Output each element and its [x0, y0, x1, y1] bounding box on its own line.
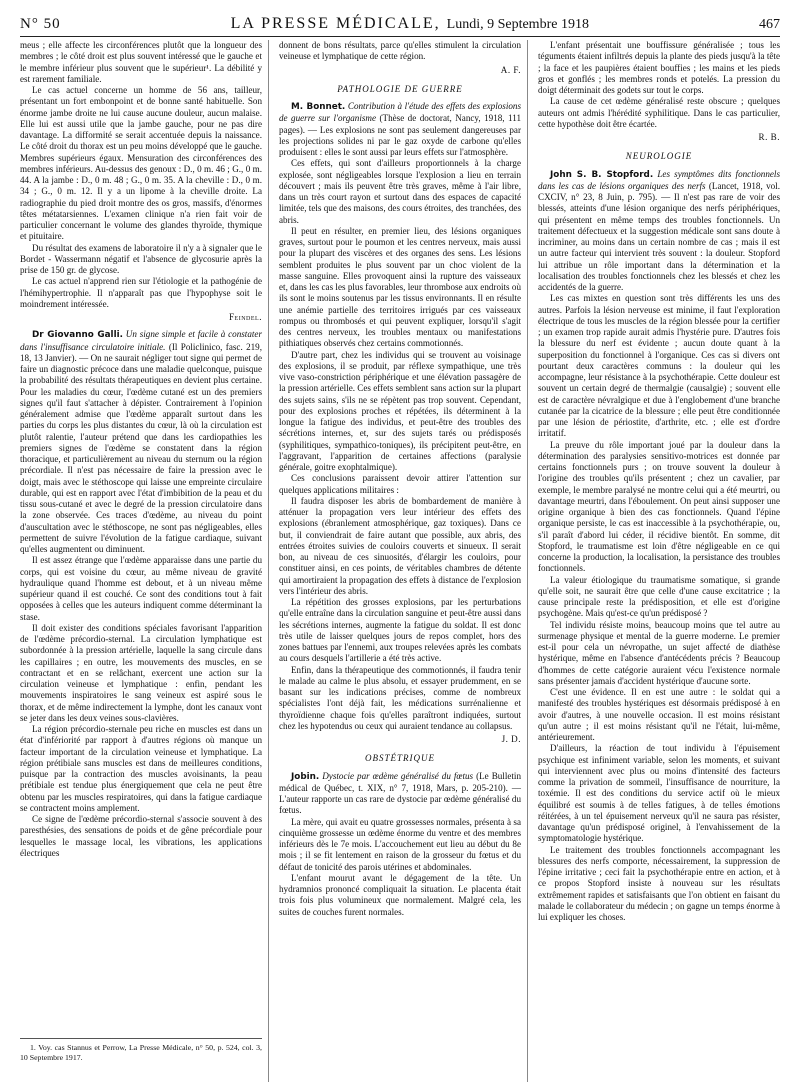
paragraph: Le cas actuel n'apprend rien sur l'étiologie et la pathogénie de l'hémihypertrophie. Il n'apparaît pas que l'hypophyse soit le moindrement intéressée. — [20, 276, 262, 309]
paragraph: Il est assez étrange que l'œdème apparaisse dans une partie du corps, qui est voisine du cœur, au même niveau de gravité hydraulique quand l'homme est debout, et à un niveau même supérieur quand il est couché. Ce sont des conditions tout à fait opposées à celles que les auteurs indiquent comme déterminant la stase. — [20, 555, 262, 622]
footnote-text: 1. Voy. cas Stannus et Perrow, La Presse Médicale, n° 50, p. 524, col. 3, 10 Septembre 1917. — [20, 1043, 262, 1062]
column-1 — [20, 40, 269, 1082]
paragraph: Il peut en résulter, en premier lieu, des lésions organiques graves, surtout pour le poumon et les centres nerveux, mais aussi pour la plupart des viscères et des organes des sens. Les lésions semblent produites le plus souvent par un choc violent de la masse sanguine. Elles provoquent ainsi la rupture des vaisseaux et, dans les cas les plus favorables, leur thrombose aux endroits où ils sont le moins soutenus par les tissus environnants. Il en résulte une anémie partielle des territoires irrigués par ces vaisseaux rompus ou thrombosés et qui peuvent expliquer, lorsqu'il s'agit des centres nerveux, les troubles mentaux ou manifestations pithiatiques observés chez certains commotionnés. — [279, 225, 521, 349]
article-lead — [20, 329, 262, 555]
paragraph: D'ailleurs, la réaction de tout individu à l'épuisement psychique est infiniment variable, selon les moments, et suivant qui interviennent avec plus ou moins d'intensité des facteurs comme la privation de sommeil, l'insuffisance de nourriture, la toxémie. Il est des conditions du service actif où le mieux équilibré est soumis à de telles fatigues, à de telles émotions réitérées, à un tel épuisement nerveux qu'il ne saura pas résister, davantage qu'un prédisposé originel, à l'envahissement de la symptomatologie hystérique. — [538, 743, 780, 844]
paragraph: meus ; elle affecte les circonférences plutôt que la longueur des membres ; le côté droit est plus souvent intéressé que le gauche et le membre inférieur plus souvent que le supérieur¹. La débilité y est rarement familiale. — [20, 40, 262, 84]
article-lead — [279, 771, 521, 817]
article-source: (Il Policlinico, fasc. 219, 18, 13 Janvier). — On ne saurait négliger tout signe qui permet de faire un diagnostic précoce dans une maladie quelconque, puisque la probabilité des résultats thérapeutiques en devient plus certaine. Pour les maladies du cœur, l'œdème cutané est un des premiers signes qu'il faut s'attacher à dépister. Contrairement à l'opinion généralement admise que l'œdème apparaît surtout dans les parties du corps les plus distantes du cœur, là où la circulation est plutôt ralentie, l'auteur prétend que dans les cardiopathies les premiers signes de l'œdème se constatent dans la région thoracique, et particulièrement au niveau du sternum ou la région précordiale. Il n'est pas nécessaire de faire la pression avec le doigt, mais avec le stéthoscope qui laisse une empreinte circulaire durable, qui est en rapport avec l'état d'imbibition de la peau et du tissu sous-cutané et avec le degré de la pression circulatoire dans la zone observée. Ces traces d'œdème, au niveau du point d'auscultation avec le stéthoscope, ne sont pas négligeables, elles permettent de suivre l'évolution de la fatigue cardiaque, suivant qu'elles augmentent ou diminuent. — [20, 341, 262, 554]
signature: J. D. — [501, 734, 521, 744]
paragraph: La mère, qui avait eu quatre grossesses normales, présenta à sa cinquième grossesse un œdème énorme du ventre et des membres inférieurs dès le 7e mois. L'accouchement eut lieu au début du 8e mois ; il se fit lentement en raison de la grosseur du fœtus et du défaut de tonicité des parois utérines et abdominales. — [279, 816, 521, 872]
paragraph: Ces effets, qui sont d'ailleurs proportionnels à la charge explosée, sont négligeables lorsque l'explosion a lieu en terrain découvert ; mais ils peuvent être très graves, même à l'air libre, dans un très court rayon et surtout dans des espaces de capacité limitée, tels que des maisons, des cours étroites, des tranchées, des abris. — [279, 158, 521, 225]
paragraph: Les cas mixtes en question sont très différents les uns des autres. Parfois la lésion nerveuse est minime, il faut l'exploration électrique de tous les muscles de la région blessée pour la certifier ; un examen trop rapide aurait admis l'hystérie pure. D'autres fois la blessure du nerf est évidente ; aucun doute quant à la superposition du fonctionnel à l'organique. Ces cas si divers ont pourtant deux caractères communs : la douleur qui les accompagne, leur résistance à la psychothérapie. Cette douleur est souvent un certain degré de thermalgie (causalgie) ; souvent elle est de caractère névralgique et due à l'englobement d'une branche cutanée par la cicatrice de la blessure ; elle peut être conditionnée par une lésion de périostite, d'arthrite, etc. ; elle est d'ordre irritatif. — [538, 293, 780, 439]
signature: A. F. — [500, 64, 521, 75]
article-author: Dr Giovanno Galli. — [32, 330, 123, 341]
page-header — [20, 10, 780, 37]
article-author: Jobin. — [291, 771, 320, 782]
signature: Feindel. — [229, 312, 262, 322]
paragraph: La répétition des grosses explosions, par les perturbations qu'elle entraîne dans la circulation sanguine et peut-être aussi dans les sécrétions internes, augmente la fatigue du soldat. Il est donc très utile de laisser quelques jours de repos complet, hors des zones battues par l'ennemi, aux troupes relevées après les combats au cours desquels l'artillerie a été très active. — [279, 597, 521, 664]
page-number: 467 — [758, 17, 780, 32]
section-heading: OBSTÉTRIQUE — [365, 753, 435, 764]
issue-date: Lundi, 9 Septembre 1918 — [446, 17, 589, 32]
article-lead — [279, 101, 521, 158]
article-author: M. Bonnet. — [291, 102, 346, 112]
column-3 — [538, 40, 780, 1082]
paragraph: La région précordio-sternale peu riche en muscles est dans un état d'infériorité par rapport à d'autres régions où manque un facteur important de la circulation veineuse et lymphatique. La région prétibiale sans muscles est dans de meilleures conditions, puisque par la contraction des muscles avoisinants, la peau prétibiale est tendue plus énergiquement que cela ne peut être obtenu par les muscles respiratoires, qui dans la fatigue cardiaque se contractent moins amplement. — [20, 724, 262, 813]
paragraph: L'enfant présentait une bouffissure généralisée ; tous les téguments étaient infiltrés depuis la plante des pieds jusqu'à la tête ; la face et les paupières étaient bouffies ; les mains et les pieds gros et gonflés ; les membres ronds et potelés. La pression du doigt déterminait des godets sur tout le corps. — [538, 40, 780, 95]
paragraph: Il faudra disposer les abris de bombardement de manière à atténuer la propagation vers leur intérieur des effets des explosions (ébranlement atmosphérique, gaz toxiques). Dans ce but, il conviendrait de faire autant que possible, aux abris, des entrées étroites suivies de couloirs couverts et sinueux. Il serait bon, au niveau de ces sinuosités, d'élargir les couloirs, pour constituer ainsi, en ces points, de véritables chambres de détente qui amortiraient la propagation des effets à distance de l'explosion vers l'intérieur des abris. — [279, 495, 521, 596]
paragraph: D'autre part, chez les individus qui se trouvent au voisinage des explosions, il se produit, par réflexe sympathique, une très vive vaso-constriction périphérique et une élévation passagère de la pression artérielle. Ces effets semblent sans action sur la plupart des sujets sains, s'ils ne se répètent pas trop souvent. Cependant, pour des explosions proches et répétées, ils déterminent à la longue la fatigue des individus, et peut-être des troubles des sécrétions internes, et, sur des sujets tarés ou prédisposés (syphilitiques, sympathico-toniques), ils précipitent peut-être, en l'aggravant, l'apparition de certaines affections (paralysie générale, goitre exophtalmique). — [279, 349, 522, 472]
section-heading: NEUROLOGIE — [625, 151, 693, 162]
paragraph: La valeur étiologique du traumatisme somatique, si grande qu'elle soit, ne saurait être que celle d'une cause excitatrice ; la cause principale reste la prédisposition, et elle est d'origine psychogène. Mais qu'est-ce qu'un prédisposé ? — [538, 574, 780, 619]
paragraph: La cause de cet œdème généralisé reste obscure ; quelques auteurs ont admis l'hérédité syphilitique. Dans le cas particulier, cette hypothèse doit être écartée. — [538, 96, 780, 129]
paragraph: Le cas actuel concerne un homme de 56 ans, tailleur, présentant un fort embonpoint et de bonne santé habituelle. Son énorme jambe droite ne lui cause aucune douleur, aucun malaise. Elle lui est aussi utile que la jambe gauche, pour ne pas dire davantage. La difformité se serait accentuée depuis la naissance. Le côté droit du thorax est un peu moins développé que le gauche. Membres supérieurs égaux. Mensuration des circonférences des membres inférieurs. Au-dessus des genoux : D., 0 m. 46 ; G., 0 m. 44. A la jambe : D., 0 m. 48 ; G., 0 m. 35. A la cheville : D., 0 m. 34 ; G., 0 m. 12. Il y a un lipome à la cheville droite. La radiographie du pied droit montre des os gros, massifs, d'énormes têtes métatarsiennes. L'examen clinique n'a rien fait voir de particulier concernant le volume des glandes thyroïde, thymique et pituitaire. — [20, 85, 262, 242]
paragraph: Ces conclusions paraissent devoir attirer l'attention sur quelques applications militaires : — [279, 473, 521, 495]
paragraph: Le traitement des troubles fonctionnels accompagnant les blessures des nerfs comporte, nécessairement, la suppression de l'épine irritative ; ceci fait la psychothérapie entre en action, et à ce propos Stopford insiste à nouveau sur les résultats extrêmement rapides et satisfaisants que l'on obtient en faisant du malade le collaborateur du médecin ; on gagne un temps énorme à lui expliquer les choses. — [538, 844, 780, 922]
paragraph: C'est une évidence. Il en est une autre : le soldat qui a manifesté des troubles hystériques est désormais prédisposé à en avoir d'autres, à une nouvelle occasion. Il est moins résistant qu'un autre ; il est moins résistant qu'il ne l'était, lui-même, antérieurement. — [538, 687, 780, 742]
paragraph: Ce signe de l'œdème précordio-sternal s'associe souvent à des paresthésies, des sensations de poids et de gêne précordiale pour lesquelles le massage local, les vibrations, les applications électriques — [20, 814, 262, 858]
paragraph: La preuve du rôle important joué par la douleur dans la détermination des paralysies sensitivo-motrices est donnée par certains fonctionnels purs ; on trouve souvent la douleur à l'origine des troubles qu'ils présentent ; chez un cavalier, par exemple, le membre paralysé ne montre celui qui a été meurtri, ou davantage meurtri, dans l'éboulement. On peut ainsi supposer une origine organique à bien des cas fonctionnels. Quand l'épine organique persiste, le cas est inaccessible à la psychothérapie, ou, s'il paraît d'abord lui céder, il récidive bientôt. En somme, dit Stopford, le traumatisme est loin d'être négligeable en ce qui concerne la production, la localisation, la persistance des troubles fonctionnels. — [538, 439, 780, 574]
article-source: (Le Bulletin médical de Québec, t. XIX, n° 7, 1918, Mars, p. 205-210). — L'auteur rapporte un cas rare de dystocie par œdème généralisé du fœtus. — [279, 770, 521, 816]
article-source: (Lancet, 1918, vol. CXCIV, n° 23, 8 Juin, p. 795). — Il n'est pas rare de voir des blessés, atteints d'une lésion organique des nerfs périphériques, qui présentent en même temps des troubles fonctionnels. Un traitement défectueux et la suggestion médicale sont sans doute à incriminer, au moins dans un certain nombre de cas ; mais il est un autre facteur qui intervient très souvent : la douleur. Stopford lui attribue un rôle important dans la détermination et la localisation des troubles fonctionnels chez les blessés et chez les accidentés de la guerre. — [538, 180, 780, 292]
paragraph: L'enfant mourut avant le dégagement de la tête. Un hydramnios prononcé compliquait la situation. Le placenta était trois fois plus volumineux que normalement. Malgré cela, les suites de couches furent normales. — [279, 872, 521, 917]
section-heading: PATHOLOGIE DE GUERRE — [337, 83, 463, 94]
paragraph: Il doit exister des conditions spéciales favorisant l'apparition de l'œdème précordio-sternal. La circulation lymphatique est subordonnée à la pression artérielle, laquelle la sang circule dans les capillaires ; en outre, les mouvements des muscles, en se contractant et en se relâchant, exercent une action sur la circulation veineuse et lymphatique : enfin, pendant les mouvements inspiratoires le sang veineux est aspiré sous le thorax, et de même indirectement la lymphe, dont les canaux vont se jeter dans les deux veines sous-clavières. — [20, 622, 262, 723]
column-2 — [279, 40, 528, 1082]
issue-number: N° 50 — [20, 16, 61, 32]
article-title: Contribution à l'étude des effets des explosions de guerre sur l'organisme — [279, 101, 522, 124]
footnote — [20, 1038, 262, 1062]
article-lead — [538, 169, 780, 294]
paragraph: donnent de bons résultats, parce qu'elles stimulent la circulation veineuse et lymphatique de cette région. — [279, 40, 521, 62]
article-title: Les symptômes dits fonctionnels dans les cas de lésions organiques des nerfs — [538, 168, 780, 191]
article-title: Dystocie par œdème généralisé du fœtus — [322, 770, 474, 781]
paragraph: Du résultat des examens de laboratoire il n'y a à signaler que le Bordet - Wassermann négatif et l'absence de glycosurie après la prise de 150 gr. de glycose. — [20, 242, 262, 275]
paragraph: Enfin, dans la thérapeutique des commotionnés, il faudra tenir le malade au calme le plus absolu, et essayer prudemment, en se basant sur les indications précises, comme de nombreux spécialistes l'ont déjà fait, les médications surrénalienne et thyroïdienne chaque fois qu'elles paraîtront indiquées, surtout chez les hypotendus ou ceux qui auraient tendance au collapsus. — [279, 664, 521, 731]
text-columns — [20, 40, 780, 1082]
signature: R. B. — [758, 132, 780, 142]
article-author: John S. B. Stopford. — [550, 169, 654, 180]
journal-title — [231, 15, 589, 36]
article-title: Un signe simple et facile à constater dans l'insuffisance circulatoire initiale. — [20, 329, 262, 352]
article-source: (Thèse de doctorat, Nancy, 1918, 111 pages). — Les explosions ne sont pas seulement dangereuses par les projections solides ni par le gaz oxyde de carbone qu'elles produisent : elles le sont aussi par leurs effets sur l'atmosphère. — [279, 113, 521, 157]
paragraph: Tel individu résiste moins, beaucoup moins que tel autre au surmenage physique et mental de la guerre moderne. Le premier est-il pour cela un névropathe, un sujet affecté de diathèse hystérique, même en l'absence d'antécédents précis ? Beaucoup d'hommes de cette catégorie auraient vécu l'existence normale sans présenter jamais d'accident hystérique d'aucune sorte. — [538, 619, 780, 686]
journal-name: LA PRESSE MÉDICALE, — [230, 15, 441, 32]
